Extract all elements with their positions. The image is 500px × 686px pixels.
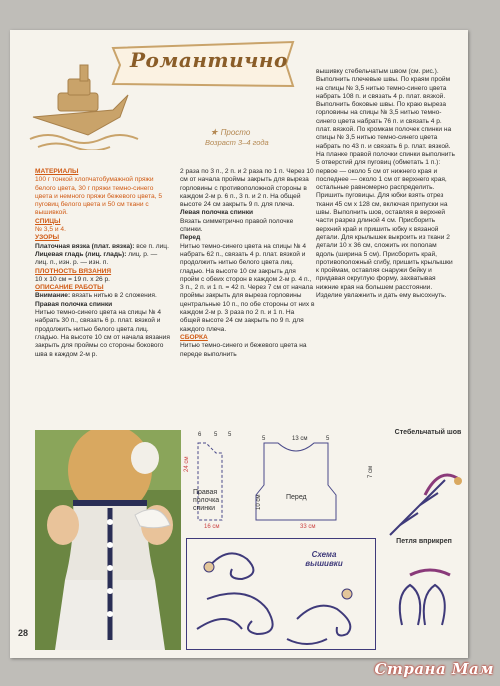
dim-bottom-back: 16 см	[204, 524, 220, 530]
front-text: Нитью темно-синего цвета на спицы № 4 набрать 62 п., связать 4 р. плат. вязкой и продолжить нитью белого цвета лиц. гладью. На высоте 10 см закрыть для пройм с обеих сторон в каждом 2-м р. 4 п., 3 п., 2 п. и 1 п. = 42 п. Через 7 см от начала проймы закрыть для выреза горловины центральные 10 п., по обе стороны от них в каждом 2-м р. 3 раза по 2 п. и 1 п. На общей высоте 24 см закрыть по 9 п. для каждого плеча.	[180, 242, 315, 333]
dim-top-back-2: 5	[214, 432, 218, 438]
density-heading: ПЛОТНОСТЬ ВЯЗАНИЯ	[35, 267, 112, 275]
pattern-schematic	[186, 425, 376, 535]
text-column-2	[180, 168, 316, 359]
needles-text: № 3,5 и 4.	[35, 226, 66, 234]
dim-side-7: 7 см	[368, 465, 374, 478]
needles-heading: СПИЦЫ	[35, 217, 61, 225]
dim-top-front-1: 5	[262, 436, 266, 442]
density-text: 10 х 10 см = 19 п. х 26 р.	[35, 275, 111, 283]
page-title: Романтично	[130, 48, 288, 72]
right-back-heading: Правая полочка спинки	[35, 300, 113, 308]
dim-side-10: 10 см	[256, 494, 262, 510]
assembly-text: Нитью темно-синего и бежевого цвета на переде выполнить	[180, 342, 307, 358]
difficulty-label	[210, 127, 250, 138]
dim-bottom-front: 33 см	[300, 524, 316, 530]
attention-text: вязать нитью в 2 сложения.	[72, 292, 157, 300]
pattern-2-title: Лицевая гладь (лиц. гладь):	[35, 250, 127, 258]
materials-heading: МАТЕРИАЛЫ	[35, 168, 79, 175]
text-column-3	[316, 68, 456, 300]
front-piece-label: Перед	[286, 494, 307, 501]
right-back-continued: 2 раза по 3 п., 2 п. и 2 раза по 1 п. Через 10 см от начала проймы закрыть для выреза горловины с противоположной стороны в каждом 2-м р. 6 п., 3 п. и 2 п. На общей высоте 24 см закрыть 9 п. для плеча.	[180, 168, 314, 209]
dim-top-front-3: 5	[326, 436, 330, 442]
materials-text: 100 г тонкой хлопчатобумажной пряжи белого цвета, 30 г пряжи темно-синего цвета и немного пряжи бежевого цвета, 5 пуговиц белого цвета и 50 см ткани с вышивкой.	[35, 176, 163, 217]
pattern-1-title: Платочная вязка (плат. вязка):	[35, 242, 135, 250]
assembly-continued: вышивку стебельчатым швом (см. рис.). Выполнить плечевые швы. По краям пройм на спицы № 3,5 нитью темно-синего цвета набрать 108 п. и связать 4 р. плат. вязкой. Выполнить боковые швы. По краю выреза горловины на спицы № 3,5 нитью темно-синего цвета набрать 76 п. и связать 4 р. плат. вязкой. По кромкам полочек спинки на спицы № 3,5 нитью темно-синего цвета набрать по 43 п. и связать 6 р. плат. вязкой. На планке правой полочки спинки выполнить 5 отверстий для пуговиц (обметать 1 п.): первое — около 5 см от нижнего края и последнее — около 1 см от верхнего края, остальные равномерно распределить. Пришить пуговицы. Для юбки взять отрез ткани 45 см х 128 см, включая припуски на швы. Выполнить шов, оставляя в верхней части разрез длиной 4 см. Присборить верхний край и пришить юбку к вязаной детали. Для крылышек выкроить из ткани 2 детали 10 х 36 см, сложить их пополам вдоль (ширина 5 см). Присборить край, противоположный сгибу, пришить крылышки к проймам, оставляя снаружи бейку и придавая округлую форму, захватывая нижние края на большем расстоянии. Изделие увлажнить и дать ему высохнуть.	[316, 68, 455, 300]
attention-label: Внимание:	[35, 292, 71, 300]
left-back-heading: Левая полочка спинки	[180, 209, 254, 217]
age-label: Возраст 3–4 года	[205, 138, 269, 147]
pattern-1-text: все п. лиц.	[136, 242, 169, 250]
text-column-1	[35, 168, 170, 359]
page-number: 28	[18, 628, 29, 638]
dim-top-back-1: 6	[198, 432, 202, 438]
child-photo	[35, 430, 181, 650]
back-piece-label: Правая полочка спинки	[193, 489, 220, 512]
dim-height: 24 см	[184, 456, 190, 472]
stem-stitch-label: Стебельчатый шов	[394, 429, 462, 436]
left-back-text: Вязать симметрично правой полочке спинки.	[180, 217, 294, 234]
right-back-text: Нитью темно-синего цвета на спицы № 4 набрать 30 п., связать 6 р. плат. вязкой и продолжить нитью белого цвета лиц. гладью. На высоте 10 см от начала вязания закрыть для проймы со стороны бокового шва в каждом 2-м р.	[35, 309, 170, 358]
dim-top-back-3: 5	[228, 432, 232, 438]
difficulty-text: Просто	[220, 128, 251, 137]
embroidery-title: Схема вышивки	[305, 550, 343, 568]
assembly-heading: СБОРКА	[180, 333, 208, 341]
pattern-2-text: лиц. р. — лиц. п., изн. р. — изн. п.	[35, 250, 158, 267]
front-heading: Перед	[180, 234, 201, 242]
work-heading: ОПИСАНИЕ РАБОТЫ	[35, 284, 104, 292]
stitch-illustrations	[380, 425, 470, 645]
patterns-heading: УЗОРЫ	[35, 234, 60, 242]
star-icon: ★	[210, 127, 221, 137]
loop-stitch-label: Петля вприкреп	[396, 538, 452, 545]
dim-top-front-2: 13 см	[292, 436, 308, 442]
site-watermark: Страна Мам	[374, 660, 494, 678]
